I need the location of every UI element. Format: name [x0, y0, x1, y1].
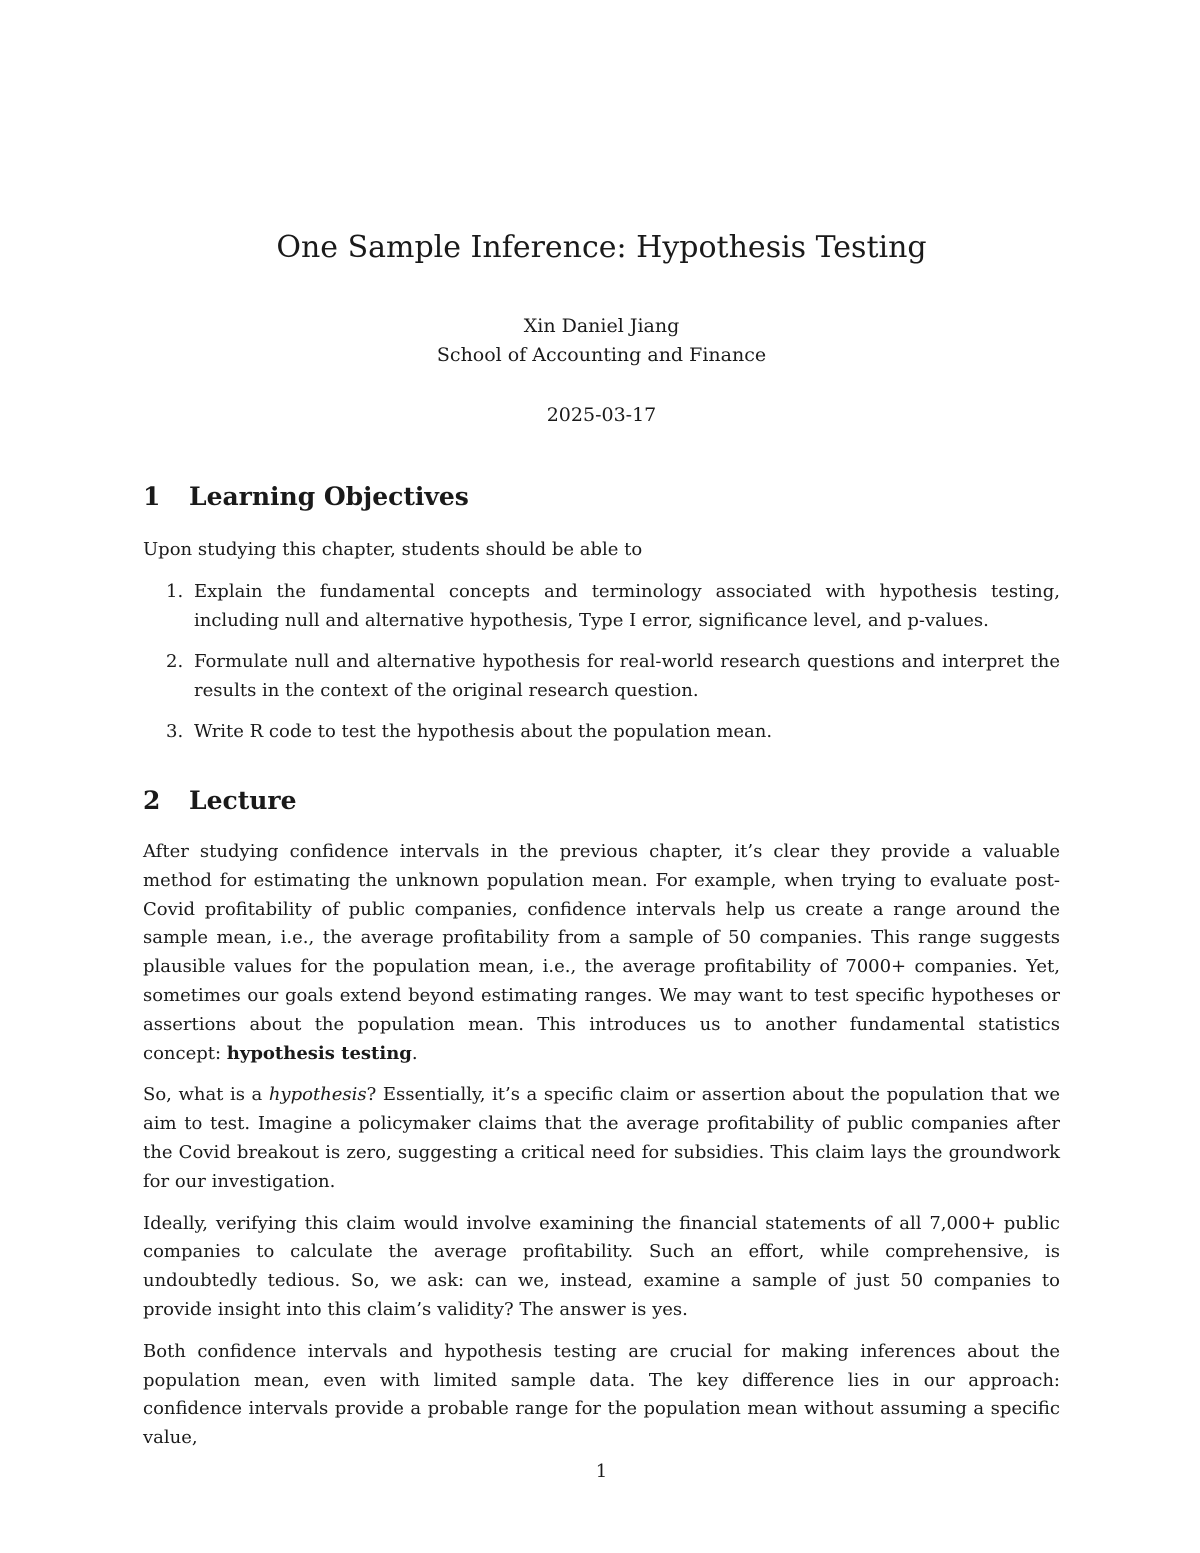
paragraph-text: After studying confidence intervals in the previous chapter, it’s clear they provide a valuable method for estimating the unknown population mean. For example, when trying to evaluate post-Covid profitability of public companies, confidence intervals help us create a range around the sample mean, i.e., the average profitability from a sample of 50 companies. This range suggests plausible values for the population mean, i.e., the average profitability of 7000+ companies. Yet, sometimes our goals extend beyond estimating ranges. We may want to test specific hypotheses or assertions about the population mean. This introduces us to another fundamental statistics concept:: [143, 841, 1060, 1064]
list-item-text: Write R code to test the hypothesis about the population mean.: [194, 721, 773, 742]
list-item-text: Explain the fundamental concepts and terminology associated with hypothesis testing, including null and alternative hypothesis, Type I error, significance level, and p-values.: [194, 581, 1060, 631]
paragraph-text: .: [411, 1042, 418, 1064]
document-title: One Sample Inference: Hypothesis Testing: [276, 230, 927, 265]
paragraph-text: ? Essentially, it’s a specific claim or assertion about the population that we aim to test. Imagine a policymaker claims that the average profitability of public companies after the Covid breakout is zero, suggesting a critical need for subsidies. This claim lays the groundwork for our investigation.: [143, 1084, 1060, 1192]
section-title: Learning Objectives: [189, 482, 469, 511]
section-number: 1: [143, 482, 161, 511]
section-number: 2: [143, 786, 161, 815]
author-block: [143, 312, 1060, 370]
page-number: 1: [595, 1461, 608, 1482]
section-heading-lecture: [143, 784, 297, 818]
emphasized-term: hypothesis: [268, 1084, 367, 1106]
section-heading-learning-objectives: [143, 480, 469, 514]
paragraph: [143, 838, 1060, 1068]
document-date: 2025-03-17: [546, 404, 657, 426]
author-affiliation: School of Accounting and Finance: [436, 344, 767, 366]
list-marker: 1.: [166, 581, 184, 602]
paragraph: Ideally, verifying this claim would involve examining the financial statements of all 7,000+ public companies to calculate the average profitability. Such an effort, while comprehensive, is undoubtedly tedious. So, we ask: can we, instead, examine a sample of just 50 companies to provide insight into this claim’s validity? The answer is yes.: [143, 1212, 1060, 1320]
list-item-text: Formulate null and alternative hypothesis for real-world research questions and interpret the results in the context of the original research question.: [194, 651, 1060, 701]
document-page: [143, 0, 1060, 1553]
paragraph-text: So, what is a: [143, 1084, 269, 1106]
list-marker: 3.: [166, 721, 184, 742]
objectives-list: [143, 577, 1060, 758]
paragraph: [143, 1081, 1060, 1196]
list-item: [143, 577, 1060, 635]
section-title: Lecture: [189, 786, 297, 815]
key-term: hypothesis testing: [226, 1042, 412, 1064]
author-name: Xin Daniel Jiang: [523, 315, 680, 337]
list-item: [143, 717, 1060, 746]
paragraph: Both confidence intervals and hypothesis testing are crucial for making inferences about the population mean, even with limited sample data. The key difference lies in our approach: confidence intervals provide a probable range for the population mean without assuming a specific value,: [143, 1340, 1060, 1449]
lecture-body: [143, 838, 1060, 1466]
list-marker: 2.: [166, 651, 184, 672]
objectives-intro: Upon studying this chapter, students should be able to: [143, 539, 643, 560]
list-item: [143, 647, 1060, 705]
